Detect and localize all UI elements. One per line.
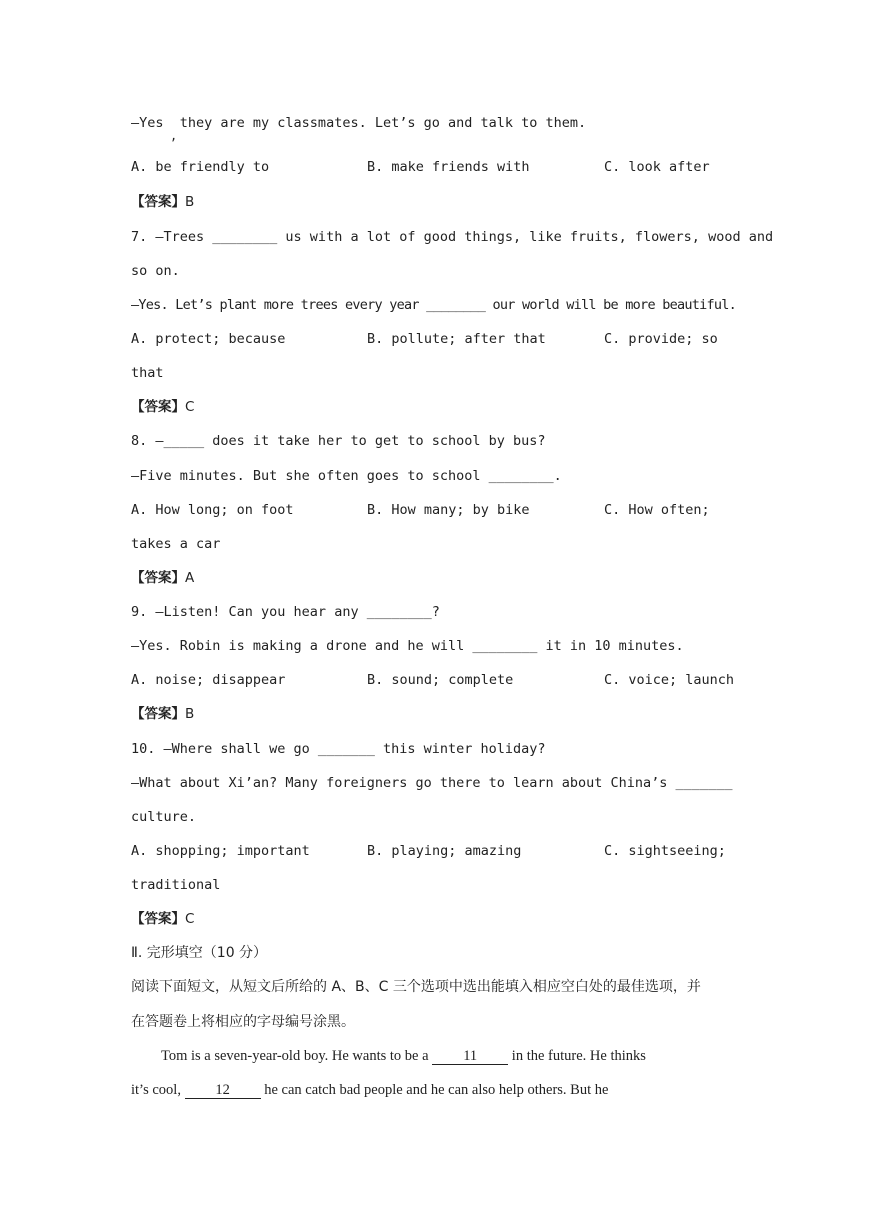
passage-text: it’s cool, xyxy=(131,1082,185,1098)
q6-stray-comma: , xyxy=(170,129,178,143)
answer-label: 【答案】 xyxy=(131,706,185,722)
q8-line1: 8. —_____ does it take her to get to school by bus? xyxy=(131,433,546,449)
answer-label: 【答案】 xyxy=(131,911,185,927)
q10-option-c: C. sightseeing; xyxy=(604,843,726,859)
q7-option-c: C. provide; so xyxy=(604,331,718,347)
passage-line2 xyxy=(131,1081,608,1099)
q7-line3: —Yes. Let’s plant more trees every year ________ our world will be more beautiful. xyxy=(131,297,736,313)
answer-label: 【答案】 xyxy=(131,399,185,415)
q7-answer xyxy=(131,398,194,416)
answer-value: B xyxy=(185,194,195,210)
q9-line1: 9. —Listen! Can you hear any ________? xyxy=(131,604,440,620)
q8-option-b: B. How many; by bike xyxy=(367,502,530,518)
passage-text: in the future. He thinks xyxy=(508,1048,646,1064)
passage-line1 xyxy=(161,1047,646,1065)
section-instruction-line1: 阅读下面短文，从短文后所给的 A、B、C 三个选项中选出能填入相应空白处的最佳选项，并 xyxy=(131,979,701,995)
answer-value: C xyxy=(185,911,195,927)
q8-answer xyxy=(131,569,194,587)
q6-option-b: B. make friends with xyxy=(367,159,530,175)
q7-line2: so on. xyxy=(131,263,180,279)
q6-reply: —Yes they are my classmates. Let’s go and talk to them. xyxy=(131,115,587,131)
answer-value: C xyxy=(185,399,195,415)
passage-text: he can catch bad people and he can also help others. But he xyxy=(260,1082,609,1098)
q10-option-wrap: traditional xyxy=(131,877,221,893)
q9-option-a: A. noise; disappear xyxy=(131,672,286,688)
q10-answer xyxy=(131,910,194,928)
q9-line2: —Yes. Robin is making a drone and he will ________ it in 10 minutes. xyxy=(131,638,684,654)
q10-line1: 10. —Where shall we go _______ this winter holiday? xyxy=(131,741,546,757)
answer-value: A xyxy=(185,570,195,586)
q10-option-a: A. shopping; important xyxy=(131,843,310,859)
q10-line3: culture. xyxy=(131,809,197,825)
q6-option-a: A. be friendly to xyxy=(131,159,270,175)
q9-option-c: C. voice; launch xyxy=(604,672,735,688)
q8-option-wrap: takes a car xyxy=(131,536,221,552)
blank-12: 12 xyxy=(185,1082,261,1099)
answer-value: B xyxy=(185,706,195,722)
q6-option-c: C. look after xyxy=(604,159,710,175)
q7-option-wrap: that xyxy=(131,365,164,381)
answer-label: 【答案】 xyxy=(131,194,185,210)
blank-11: 11 xyxy=(432,1048,508,1065)
q8-option-a: A. How long; on foot xyxy=(131,502,294,518)
q7-option-a: A. protect; because xyxy=(131,331,286,347)
q7-line1: 7. —Trees ________ us with a lot of good things, like fruits, flowers, wood and xyxy=(131,229,774,245)
q6-answer xyxy=(131,193,194,211)
q7-option-b: B. pollute; after that xyxy=(367,331,546,347)
q9-answer xyxy=(131,705,194,723)
section-instruction-line2: 在答题卷上将相应的字母编号涂黑。 xyxy=(131,1014,355,1030)
q9-option-b: B. sound; complete xyxy=(367,672,514,688)
section-title: Ⅱ. 完形填空（10 分） xyxy=(131,945,268,961)
q10-option-b: B. playing; amazing xyxy=(367,843,522,859)
answer-label: 【答案】 xyxy=(131,570,185,586)
q8-line2: —Five minutes. But she often goes to school ________. xyxy=(131,468,562,484)
q8-option-c: C. How often; xyxy=(604,502,710,518)
passage-text: Tom is a seven-year-old boy. He wants to be a xyxy=(161,1048,433,1064)
q10-line2: —What about Xi’an? Many foreigners go there to learn about China’s _______ xyxy=(131,775,733,791)
